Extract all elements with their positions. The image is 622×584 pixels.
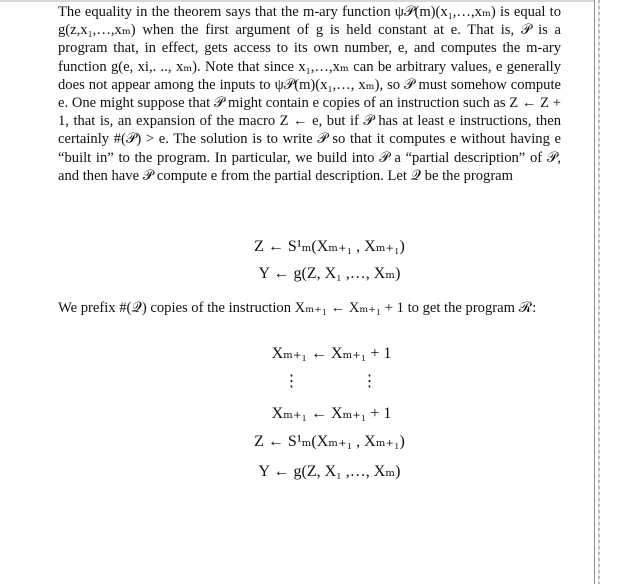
page-edge — [594, 0, 622, 584]
program-q-line-1: Z ← S¹ₘ(Xₘ₊₁ , Xₘ₊₁) — [254, 238, 405, 255]
program-r-ellipsis: ⋮ ⋮ — [283, 373, 380, 390]
program-r-line-3: Xₘ₊₁ ← Xₘ₊₁ + 1 — [271, 405, 392, 422]
paragraph-prefix-copies: We prefix #(𝒬) copies of the instruction Xₘ₊₁ ← Xₘ₊₁ + 1 to get the program ℛ: — [58, 300, 537, 316]
program-r-line-1: Xₘ₊₁ ← Xₘ₊₁ + 1 — [271, 345, 392, 362]
program-r-line-5: Y ← g(Z, X₁ ,…, Xₘ) — [258, 463, 401, 480]
top-rule — [0, 0, 594, 2]
paragraph-theorem-explanation: The equality in the theorem says that the m-ary function ψ𝒫(m)(x₁,…,xₘ) is equal to g(z,x₁,…,xₘ) when the first argument of g is held constant at e. That is, 𝒫 is a program that, in effect, gets access to its own number, e, and computes the m-ary function g(e, xi,. .., xₘ). Note that since x₁,…,xₘ can be arbitrary values, e generally does not appear among the inputs to ψ𝒫(m)(x₁,…, xₘ), so 𝒫 must somehow compute e. One might suppose that 𝒫 might contain e copies of an instruction such as Z ← Z + 1, that is, an expansion of the macro Z ← e, but if 𝒫 has at least e instructions, then certainly #(𝒫) > e. The solution is to write 𝒫 so that it computes e without having e “built in” to the program. In particular, we build into 𝒫 a “partial description” of 𝒫, and then have 𝒫 compute e from the partial description. Let 𝒬 be the program — [58, 4, 561, 184]
program-q-line-2: Y ← g(Z, X₁ ,…, Xₘ) — [258, 265, 401, 282]
program-r-line-4: Z ← S¹ₘ(Xₘ₊₁ , Xₘ₊₁) — [254, 433, 405, 450]
